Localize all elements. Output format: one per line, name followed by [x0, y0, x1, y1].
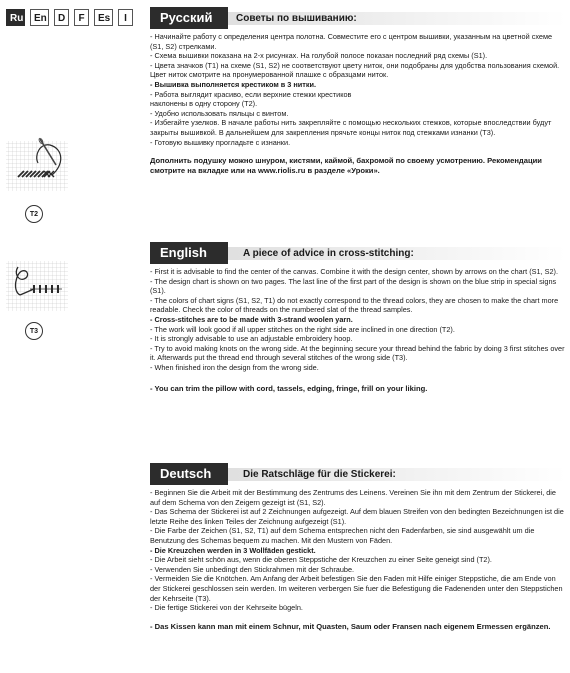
advice-item: - Vermeiden Sie die Knötchen. Am Anfang der Arbeit befestigen Sie den Faden mit Hilfe einiger Steppstiche, die am Ende von der Stickerei geschlossen sein werden. Im weiteren verbergen Sie fuer die Befestigung die Fadenenden unter den Steppstichen der Kehrseite (T3).	[150, 574, 563, 603]
section-title-russian: Советы по вышиванию:	[236, 13, 357, 24]
advice-list-deutsch	[150, 488, 566, 613]
advice-item: - Удобно использовать пяльцы с винтом.	[150, 108, 289, 118]
advice-item: - Готовую вышивку прогладьте с изнанки.	[150, 137, 291, 147]
illustration-label-t2: T2	[25, 205, 43, 223]
footer-note-russian: Дополнить подушку можно шнуром, кистями, каймой, бахромой по своему усмотрению. Рекомендации смотрите на вкладке или на www.riolis.ru в разделе «Уроки».	[150, 156, 542, 176]
advice-item: - Beginnen Sie die Arbeit mit der Bestimmung des Zentrums des Leinens. Vereinen Sie ihn mit dem Zentrum der Stickerei, die auf dem Schema von den Zeigern gezeigt ist (S1, S2).	[150, 488, 556, 507]
advice-item: - The work will look good if all upper stitches on the right side are inclined in one direction (T2).	[150, 324, 455, 334]
advice-item: - It is strongly advisable to use an adjustable embroidery hoop.	[150, 334, 353, 344]
advice-list-russian	[150, 32, 566, 147]
section-header-russian	[150, 7, 566, 29]
footer-note-english: - You can trim the pillow with cord, tassels, edging, fringe, frill on your liking.	[150, 383, 428, 393]
advice-item: - Работа выглядит красиво, если верхние стежки крестиков	[150, 89, 352, 99]
advice-item: - Die Kreuzchen werden in 3 Wollfäden gestickt.	[150, 545, 316, 555]
illustration-column	[0, 0, 150, 673]
lang-tab-es[interactable]: Es	[94, 9, 113, 26]
lang-tab-f[interactable]: F	[74, 9, 89, 26]
section-deutsch	[150, 463, 566, 632]
stitch-direction-illustration	[4, 135, 70, 197]
section-title-deutsch: Die Ratschläge für die Stickerei:	[243, 469, 396, 480]
section-russian	[150, 7, 566, 176]
advice-item: - Das Schema der Stickerei ist auf 2 Zeichnungen aufgezeigt. Auf dem blauen Streifen von den bedingten Bezeichnungen ist die letzte Reihe des linken Teiles der Zeichnung aufgezeigt (S1).	[150, 507, 564, 526]
advice-item: - Cross-stitches are to be made with 3-strand woolen yarn.	[150, 314, 353, 324]
advice-item: - The design chart is shown on two pages. The last line of the first part of the design is shown on the blue strip in special signs (S1).	[150, 276, 557, 296]
lang-label-deutsch: Deutsch	[150, 463, 228, 485]
section-title-english: A piece of advice in cross-stitching:	[243, 248, 414, 259]
advice-item: - Verwenden Sie unbedingt den Stickrahmen mit der Schraube.	[150, 564, 355, 574]
illustration-label-t3: T3	[25, 322, 43, 340]
advice-item: - Try to avoid making knots on the wrong side. At the beginning secure your thread behind the fabric by doing 3 first stitches over it. Afterwards put the thread end through several stitches of the wrong side (T3).	[150, 343, 565, 363]
lang-tab-i[interactable]: I	[118, 9, 133, 26]
lang-tab-en[interactable]: En	[30, 9, 49, 26]
advice-item: - Схема вышивки показана на 2-х рисунках. На голубой полосе показан последний ряд схемы (S1).	[150, 51, 488, 61]
advice-list-english	[150, 267, 566, 373]
advice-item: - Вышивка выполняется крестиком в 3 нитки.	[150, 79, 316, 89]
advice-item: - When finished iron the design from the wrong side.	[150, 362, 319, 372]
section-header-english	[150, 242, 566, 264]
section-header-deutsch	[150, 463, 566, 485]
advice-item: - The colors of chart signs (S1, S2, T1) do not exactly correspond to the thread colors, they are chosen to make the chart more readable. Check the color of threads on the numbered slat of the thread samples.	[150, 295, 559, 315]
advice-item: - Die Arbeit sieht schön aus, wenn die oberen Steppstiche der Kreuzchen zu einer Seite geneigt sind (T2).	[150, 555, 492, 565]
lang-label-russian: Русский	[150, 7, 228, 29]
advice-item: - Die fertige Stickerei von der Kehrseite bügeln.	[150, 603, 303, 613]
footer-note-deutsch: - Das Kissen kann man mit einem Schnur, mit Quasten, Saum oder Fransen nach eigenem Ermessen ergänzen.	[150, 621, 551, 631]
section-english	[150, 242, 566, 394]
advice-item: наклонены в одну сторону (T2).	[150, 99, 258, 109]
advice-item: - Die Farbe der Zeichen (S1, S2, T1) auf dem Schema entsprechen nicht den Fadenfarben, sie sind ausgewählt um die Benutzung des Schemas bequem zu machen. Mit den Mustern von Fäden.	[150, 526, 535, 545]
advice-item: - Избегайте узелков. В начале работы нить закрепляйте с помощью нескольких стежков, которые впоследствии будут закрыты вышивкой. В дальнейшем для закрепления прячьте концы ниток под стежками изнанки (T3).	[150, 118, 552, 137]
lang-tab-d[interactable]: D	[54, 9, 69, 26]
lang-tab-ru[interactable]: Ru	[6, 9, 25, 26]
advice-item: - Начинайте работу с определения центра полотна. Совместите его с центром вышивки, указанным на цветной схеме (S1, S2) стрелками.	[150, 32, 553, 51]
thread-securing-illustration	[4, 255, 70, 317]
lang-label-english: English	[150, 242, 228, 264]
advice-item: - Цвета значков (T1) на схеме (S1, S2) не соответствуют цвету ниток, они подобраны для удобства пользования схемой. Цвет ниток смотрите на пронумерованной плашке с образцами ниток.	[150, 60, 560, 80]
advice-item: - First it is advisable to find the center of the canvas. Combine it with the design center, shown by arrows on the chart (S1, S2).	[150, 267, 559, 276]
